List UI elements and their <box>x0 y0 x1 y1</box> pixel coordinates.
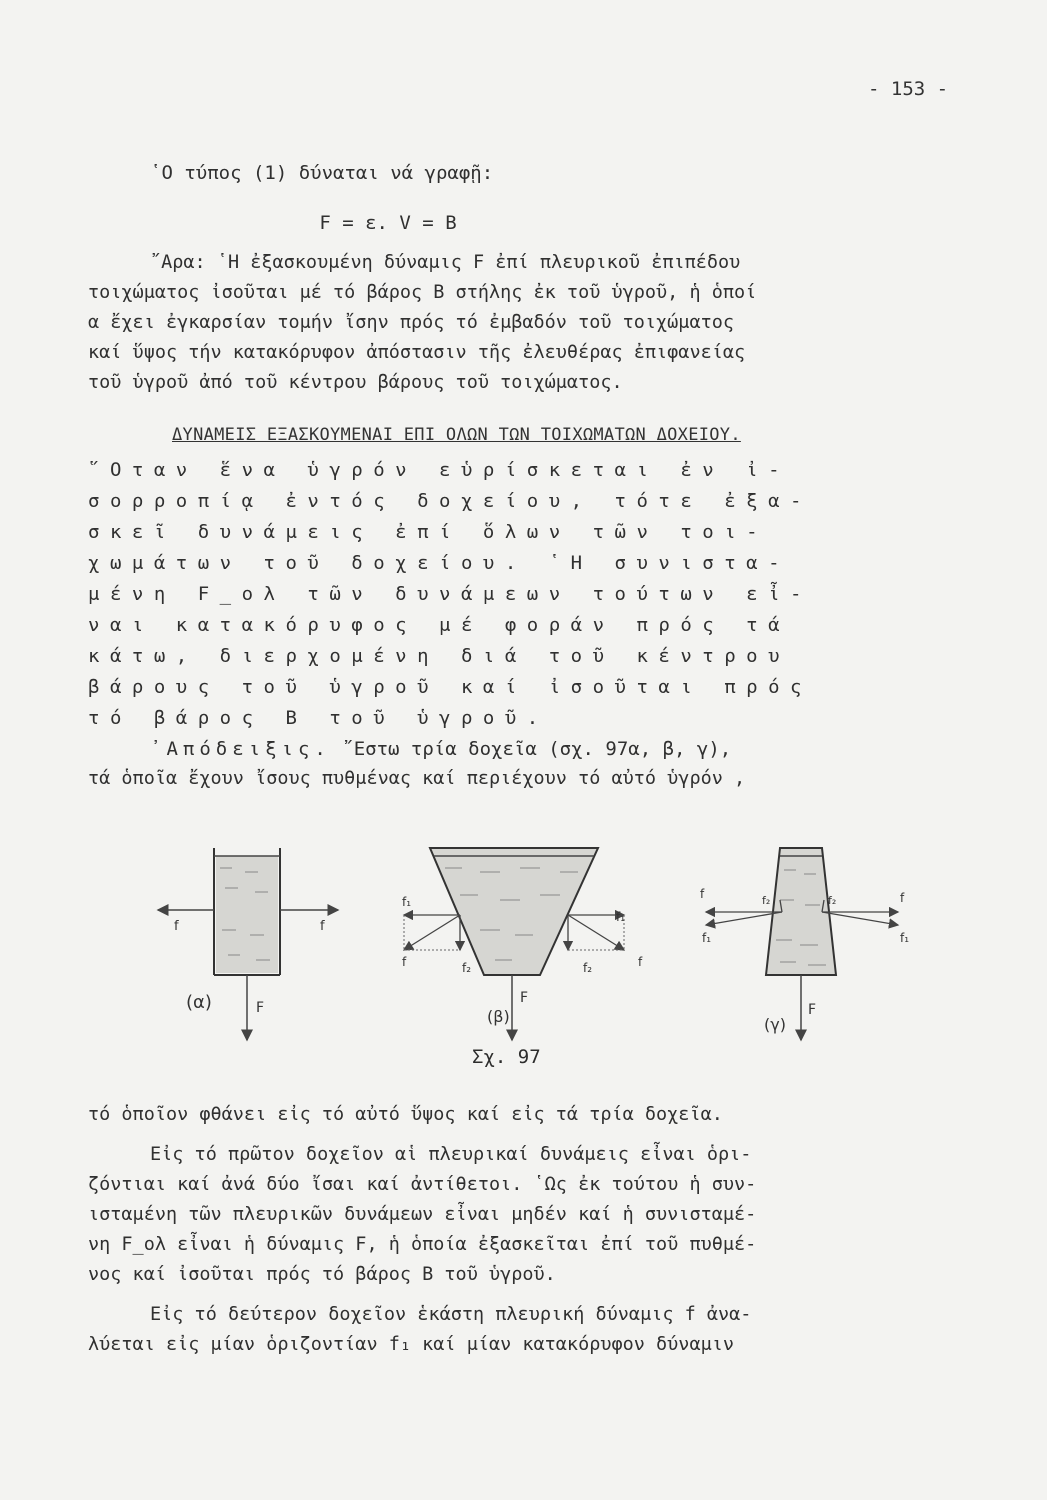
para1-line-4: καί ὕψος τήν κατακόρυφον ἀπόστασιν τῆς ἐλευθέρας ἐπιφανείας <box>88 342 746 363</box>
formula: F = ε. V = B <box>319 212 457 234</box>
para2-line-4: νη F_ολ εἶναι ἡ δύναμις F, ἡ ὁποία ἐξασκεῖται ἐπί τοῦ πυθμέ- <box>88 1234 757 1255</box>
label-f-left-a: f <box>174 919 179 934</box>
para2-line-2: ζόντιαι καί ἀνά δύο ἴσαι καί ἀντίθετοι. ῾Ως ἐκ τούτου ἡ συν- <box>88 1174 757 1195</box>
label-f2-right-b: f₂ <box>583 961 593 975</box>
label-a: (α) <box>186 992 212 1013</box>
label-F-b: F <box>520 990 529 1006</box>
label-f1-right-c: f₁ <box>900 931 910 945</box>
section-heading: ΔΥΝΑΜΕΙΣ ΕΞΑΣΚΟΥΜΕΝΑΙ ΕΠΙ ΟΛΩΝ ΤΩΝ ΤΟΙΧΩΜΑΤΩΝ ΔΟΧΕΙΟΥ. <box>172 425 741 445</box>
label-b: (β) <box>487 1007 510 1026</box>
label-f1-left-b: f₁ <box>402 895 412 909</box>
figure-caption: Σχ. 97 <box>472 1046 541 1068</box>
para1-line-2: τοιχώματος ἰσοῦται μέ τό βάρος Β στήλης ἐκ τοῦ ὑγροῦ, ἡ ὁποί <box>88 282 757 303</box>
label-f-left-b: f <box>402 955 407 969</box>
theorem-line-9: τό βάρος Β τοῦ ὑγροῦ. <box>88 707 549 729</box>
container-a <box>158 848 338 1040</box>
para1-line-3: α ἔχει ἐγκαρσίαν τομήν ἴσην πρός τό ἐμβαδόν τοῦ τοιχώματος <box>88 312 735 333</box>
container-c <box>706 848 898 1040</box>
label-F-c: F <box>808 1002 817 1018</box>
proof-line-1-rest: ῎Εστω τρία δοχεῖα (σχ. 97α, β, γ), <box>342 738 732 760</box>
label-f1-right-b: f₁ <box>616 910 626 924</box>
para2-line-3: ισταμένη τῶν πλευρικῶν δυνάμεων εἶναι μηδέν καί ἡ συνισταμέ- <box>88 1204 757 1225</box>
label-f-right-a: f <box>320 919 325 934</box>
label-f2-left-c: f₂ <box>762 894 771 907</box>
intro-line: ῾Ο τύπος (1) δύναται νά γραφῇ: <box>150 162 494 184</box>
para2-line-1: Εἰς τό πρῶτον δοχεῖον αἱ πλευρικαί δυνάμεις εἶναι ὁρι- <box>150 1144 752 1165</box>
label-f2-left-b: f₂ <box>462 961 472 975</box>
label-f-left-c: f <box>700 887 705 901</box>
label-c: (γ) <box>764 1015 786 1034</box>
proof-line-2: τά ὁποῖα ἔχουν ἴσους πυθμένας καί περιέχουν τό αὐτό ὑγρόν , <box>88 768 746 789</box>
para1-line-1: ῎Αρα: ῾Η ἐξασκουμένη δύναμις F ἐπί πλευρικοῦ ἐπιπέδου <box>150 252 741 273</box>
theorem-line-5: μένη F_ολ τῶν δυνάμεων τούτων εἶ- <box>88 583 812 605</box>
theorem-line-2: σορροπίᾳ ἐντός δοχείου, τότε ἐξα- <box>88 490 812 512</box>
theorem-line-3: σκεῖ δυνάμεις ἐπί ὅλων τῶν τοι- <box>88 521 769 543</box>
label-F-a: F <box>256 1000 265 1016</box>
para3-line-1: Εἰς τό δεύτερον δοχεῖον ἑκάστη πλευρική δύναμις f ἀνα- <box>150 1304 752 1325</box>
page-number: - 153 - <box>868 78 949 100</box>
theorem-line-6: ναι κατακόρυφος μέ φοράν πρός τά <box>88 614 791 636</box>
label-f-right-c: f <box>900 891 905 905</box>
label-f-right-b: f <box>638 955 643 969</box>
proof-lead: ᾿Απόδειξις. <box>150 738 331 760</box>
container-b <box>404 848 624 1040</box>
theorem-line-8: βάρους τοῦ ὑγροῦ καί ἰσοῦται πρός <box>88 676 812 698</box>
theorem-line-4: χωμάτων τοῦ δοχείου. ῾Η συνιστα- <box>88 552 791 574</box>
theorem-line-1: ῞Οταν ἕνα ὑγρόν εὑρίσκεται ἐν ἰ- <box>88 459 791 481</box>
label-f1-left-c: f₁ <box>702 931 712 945</box>
label-f2-right-c: f₂ <box>828 894 837 907</box>
after-figure-line: τό ὁποῖον φθάνει εἰς τό αὐτό ὕψος καί εἰς τά τρία δοχεῖα. <box>88 1104 723 1125</box>
para2-line-5: νος καί ἰσοῦται πρός τό βάρος Β τοῦ ὑγροῦ. <box>88 1264 556 1285</box>
para3-line-2: λύεται εἰς μίαν ὁριζοντίαν f₁ καί μίαν κατακόρυφον δύναμιν <box>88 1334 735 1355</box>
para1-line-5: τοῦ ὑγροῦ ἀπό τοῦ κέντρου βάρους τοῦ τοιχώματος. <box>88 372 623 393</box>
theorem-line-7: κάτω, διερχομένη διά τοῦ κέντρου <box>88 645 791 667</box>
